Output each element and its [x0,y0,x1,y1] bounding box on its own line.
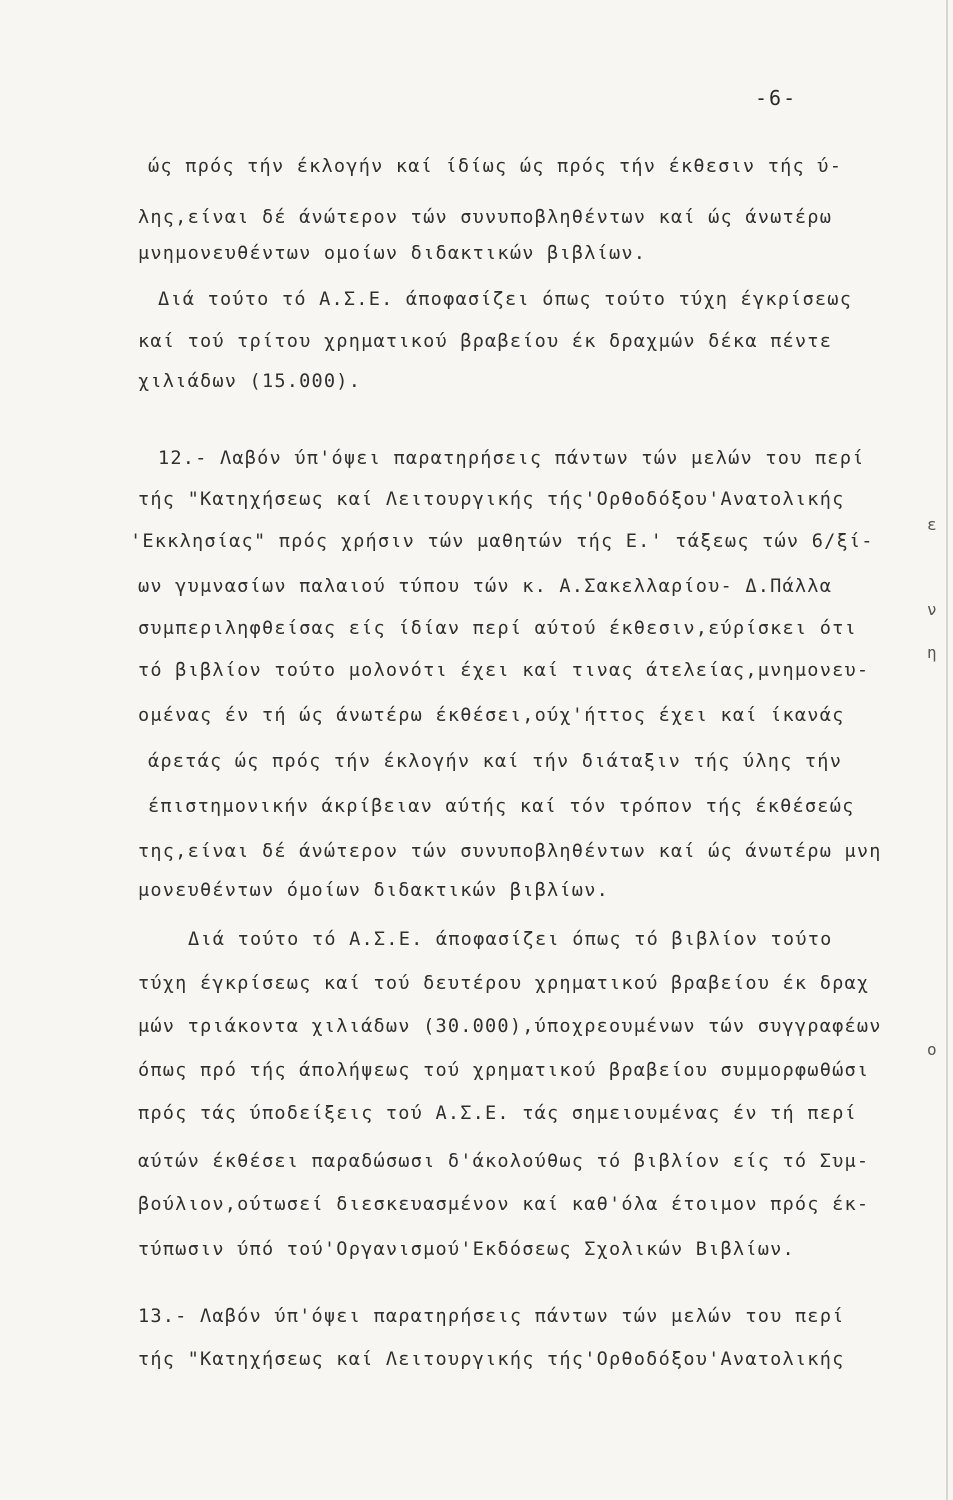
text-line: της,είναι δέ άνώτερον τών συνυποβληθέντων καί ώς άνωτέρω μνη [138,841,882,862]
text-line: λης,είναι δέ άνώτερον τών συνυποβληθέντων καί ώς άνωτέρω [138,207,833,228]
text-line: βούλιον,ούτωσεί διεσκευασμένον καί καθ'όλα έτοιμον πρός έκ- [138,1194,870,1215]
text-line: 13.- Λαβόν ύπ'όψει παρατηρήσεις πάντων τών μελών του περί [138,1306,845,1327]
text-line: τό βιβλίον τούτο μολονότι έχει καί τινας άτελείας,μνημονευ- [138,660,870,681]
text-line: 'Εκκλησίας" πρός χρήσιν τών μαθητών τής Ε.' τάξεως τών 6/ξί- [130,531,874,552]
text-line: μονευθέντων όμοίων διδακτικών βιβλίων. [138,880,609,901]
margin-mark: ο [927,1040,937,1059]
text-line: αύτών έκθέσει παραδώσωσι δ'άκολούθως τό βιβλίον είς τό Συμ- [138,1151,870,1172]
text-line: έπιστημονικήν άκρίβειαν αύτής καί τόν τρόπον τής έκθέσεώς [148,796,855,817]
text-line: ομένας έν τή ώς άνωτέρω έκθέσει,ούχ'ήττος έχει καί ίκανάς [138,705,845,726]
text-line: τύχη έγκρίσεως καί τού δευτέρου χρηματικού βραβείου έκ δραχ [138,973,870,994]
text-line: συμπεριληφθείσας είς ίδίαν περί αύτού έκθεσιν,εύρίσκει ότι [138,618,857,639]
text-line: 12.- Λαβόν ύπ'όψει παρατηρήσεις πάντων τών μελών του περί [158,448,865,469]
margin-mark: ε [927,515,937,534]
page-edge-shadow [946,0,948,1500]
text-line: ων γυμνασίων παλαιού τύπου τών κ. Α.Σακελλαρίου- Δ.Πάλλα [138,576,833,597]
margin-mark: ν [927,600,937,619]
text-line: ώς πρός τήν έκλογήν καί ίδίως ώς πρός τήν έκθεσιν τής ύ- [148,156,843,177]
text-line: χιλιάδων (15.000). [138,371,362,392]
text-line: τύπωσιν ύπό τού'Οργανισμού'Εκδόσεως Σχολικών Βιβλίων. [138,1239,795,1260]
text-line: τής "Κατηχήσεως καί Λειτουργικής τής'Ορθοδόξου'Ανατολικής [138,1349,845,1370]
text-line: όπως πρό τής άπολήψεως τού χρηματικού βραβείου συμμορφωθώσι [138,1060,870,1081]
text-line: μών τριάκοντα χιλιάδων (30.000),ύποχρεουμένων τών συγγραφέων [138,1016,882,1037]
text-line: μνημονευθέντων ομοίων διδακτικών βιβλίων. [138,243,647,264]
margin-mark: η [927,643,937,662]
text-line: πρός τάς ύποδείξεις τού Α.Σ.Ε. τάς σημειουμένας έν τή περί [138,1103,857,1124]
text-line: άρετάς ώς πρός τήν έκλογήν καί τήν διάταξιν τής ύλης τήν [148,751,843,772]
text-line: καί τού τρίτου χρηματικού βραβείου έκ δραχμών δέκα πέντε [138,331,833,352]
text-line: Διά τούτο τό Α.Σ.Ε. άποφασίζει όπως τό βιβλίον τούτο [188,929,833,950]
page-number: -6- [755,86,798,110]
text-line: τής "Κατηχήσεως καί Λειτουργικής τής'Ορθοδόξου'Ανατολικής [138,489,845,510]
text-line: Διά τούτο τό Α.Σ.Ε. άποφασίζει όπως τούτο τύχη έγκρίσεως [158,289,853,310]
